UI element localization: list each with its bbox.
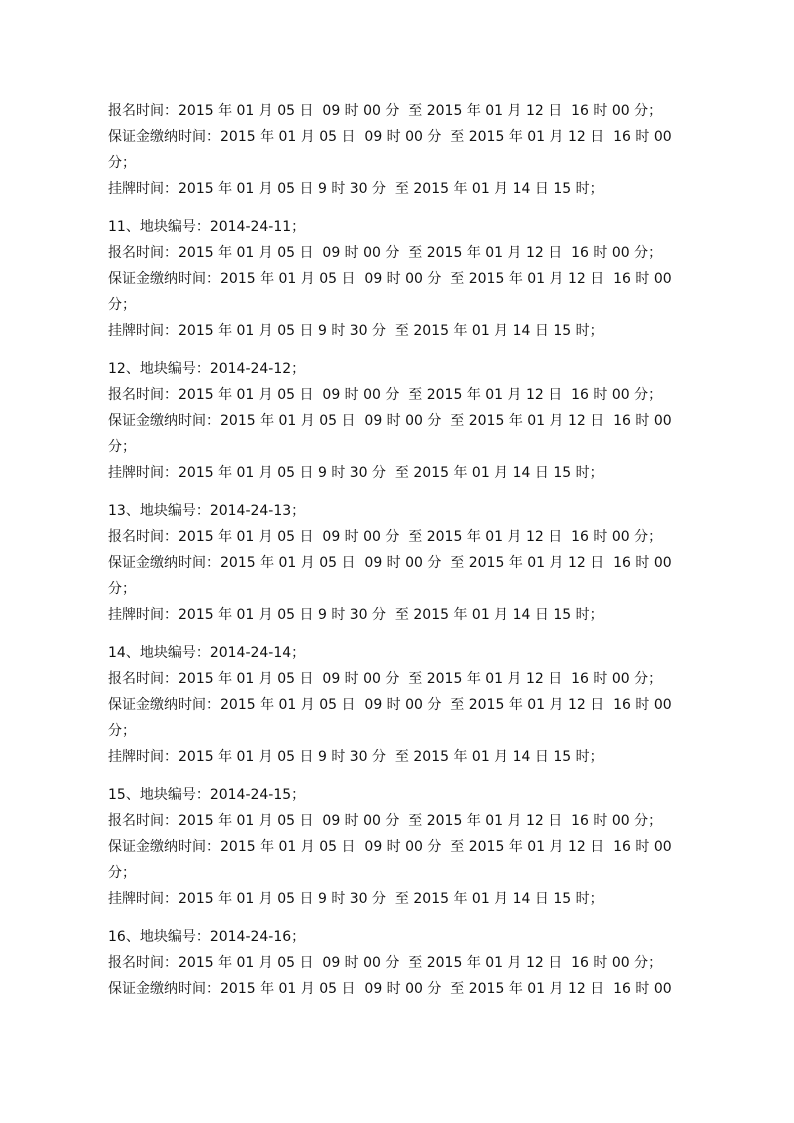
parcel-header: 11、地块编号：2014-24-11； bbox=[108, 219, 306, 235]
parcel-header: 15、地块编号：2014-24-15； bbox=[108, 787, 306, 803]
paragraph-spacing bbox=[108, 344, 698, 356]
signup-time-line: 报名时间：2015 年 01 月 05 日 09 时 00 分 至 2015 年 01 月 12 日 16 时 00 分； bbox=[108, 955, 663, 971]
listing-time-line: 挂牌时间：2015 年 01 月 05 日 9 时 30 分 至 2015 年 01 月 14 日 15 时； bbox=[108, 323, 604, 339]
deposit-time-line-continued: 分； bbox=[108, 581, 136, 597]
parcel-block-12 bbox=[108, 356, 698, 486]
listing-time-line: 挂牌时间：2015 年 01 月 05 日 9 时 30 分 至 2015 年 01 月 14 日 15 时； bbox=[108, 607, 604, 623]
parcel-block-16 bbox=[108, 924, 698, 1002]
deposit-time-line: 保证金缴纳时间：2015 年 01 月 05 日 09 时 00 分 至 2015 年 01 月 12 日 16 时 00 bbox=[108, 129, 672, 145]
deposit-time-line: 保证金缴纳时间：2015 年 01 月 05 日 09 时 00 分 至 2015 年 01 月 12 日 16 时 00 bbox=[108, 555, 672, 571]
deposit-time-line: 保证金缴纳时间：2015 年 01 月 05 日 09 时 00 分 至 2015 年 01 月 12 日 16 时 00 bbox=[108, 271, 672, 287]
signup-time-line: 报名时间：2015 年 01 月 05 日 09 时 00 分 至 2015 年 01 月 12 日 16 时 00 分； bbox=[108, 103, 663, 119]
signup-time-line: 报名时间：2015 年 01 月 05 日 09 时 00 分 至 2015 年 01 月 12 日 16 时 00 分； bbox=[108, 387, 663, 403]
signup-time-line: 报名时间：2015 年 01 月 05 日 09 时 00 分 至 2015 年 01 月 12 日 16 时 00 分； bbox=[108, 813, 663, 829]
deposit-time-line-continued: 分； bbox=[108, 155, 136, 171]
signup-time-line: 报名时间：2015 年 01 月 05 日 09 时 00 分 至 2015 年 01 月 12 日 16 时 00 分； bbox=[108, 671, 663, 687]
listing-time-line: 挂牌时间：2015 年 01 月 05 日 9 时 30 分 至 2015 年 01 月 14 日 15 时； bbox=[108, 181, 604, 197]
deposit-time-line: 保证金缴纳时间：2015 年 01 月 05 日 09 时 00 分 至 2015 年 01 月 12 日 16 时 00 bbox=[108, 839, 672, 855]
listing-time-line: 挂牌时间：2015 年 01 月 05 日 9 时 30 分 至 2015 年 01 月 14 日 15 时； bbox=[108, 465, 604, 481]
deposit-time-line: 保证金缴纳时间：2015 年 01 月 05 日 09 时 00 分 至 2015 年 01 月 12 日 16 时 00 bbox=[108, 697, 672, 713]
parcel-block-15 bbox=[108, 782, 698, 912]
paragraph-spacing bbox=[108, 202, 698, 214]
signup-time-line: 报名时间：2015 年 01 月 05 日 09 时 00 分 至 2015 年 01 月 12 日 16 时 00 分； bbox=[108, 245, 663, 261]
listing-time-line: 挂牌时间：2015 年 01 月 05 日 9 时 30 分 至 2015 年 01 月 14 日 15 时； bbox=[108, 749, 604, 765]
paragraph-spacing bbox=[108, 486, 698, 498]
parcel-header: 12、地块编号：2014-24-12； bbox=[108, 361, 306, 377]
paragraph-spacing bbox=[108, 770, 698, 782]
listing-time-line: 挂牌时间：2015 年 01 月 05 日 9 时 30 分 至 2015 年 01 月 14 日 15 时； bbox=[108, 891, 604, 907]
document-body bbox=[108, 98, 698, 1002]
parcel-header: 13、地块编号：2014-24-13； bbox=[108, 503, 306, 519]
parcel-header: 14、地块编号：2014-24-14； bbox=[108, 645, 306, 661]
deposit-time-line: 保证金缴纳时间：2015 年 01 月 05 日 09 时 00 分 至 2015 年 01 月 12 日 16 时 00 bbox=[108, 981, 672, 997]
intro-block bbox=[108, 98, 698, 202]
deposit-time-line-continued: 分； bbox=[108, 439, 136, 455]
paragraph-spacing bbox=[108, 628, 698, 640]
deposit-time-line-continued: 分； bbox=[108, 865, 136, 881]
deposit-time-line: 保证金缴纳时间：2015 年 01 月 05 日 09 时 00 分 至 2015 年 01 月 12 日 16 时 00 bbox=[108, 413, 672, 429]
parcel-block-14 bbox=[108, 640, 698, 770]
deposit-time-line-continued: 分； bbox=[108, 297, 136, 313]
paragraph-spacing bbox=[108, 912, 698, 924]
parcel-header: 16、地块编号：2014-24-16； bbox=[108, 929, 306, 945]
signup-time-line: 报名时间：2015 年 01 月 05 日 09 时 00 分 至 2015 年 01 月 12 日 16 时 00 分； bbox=[108, 529, 663, 545]
deposit-time-line-continued: 分； bbox=[108, 723, 136, 739]
parcel-block-13 bbox=[108, 498, 698, 628]
parcel-block-11 bbox=[108, 214, 698, 344]
